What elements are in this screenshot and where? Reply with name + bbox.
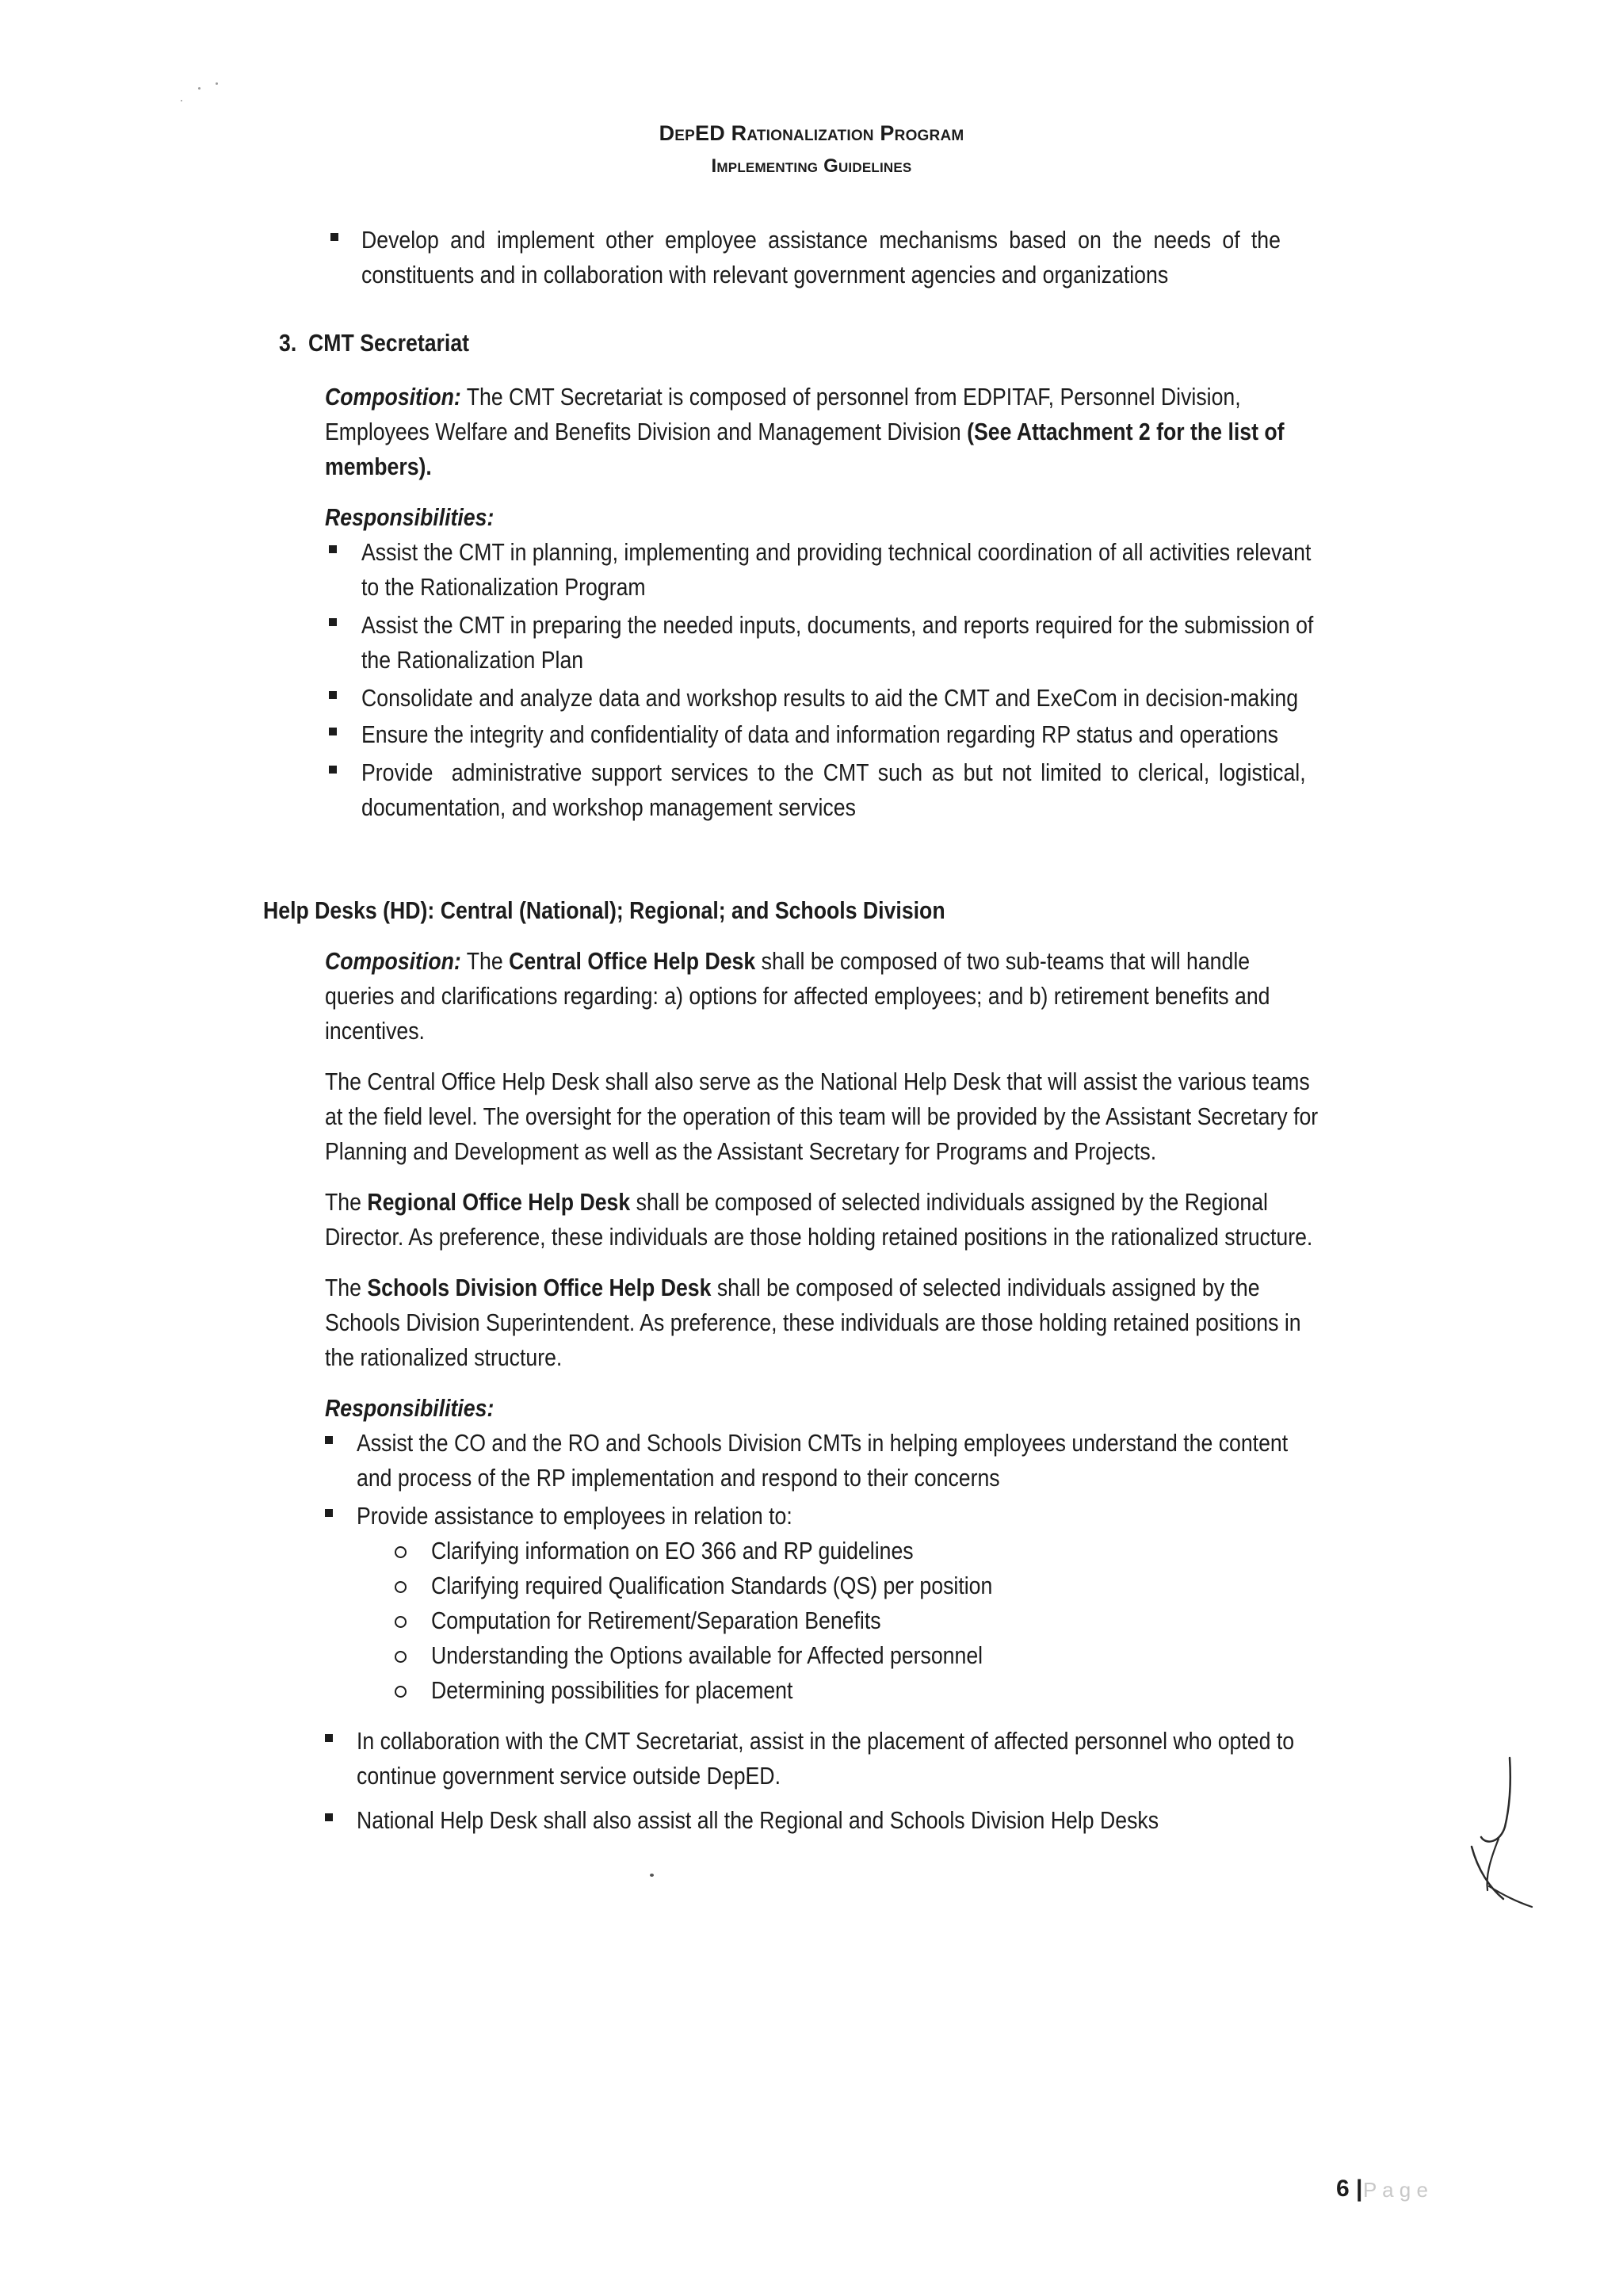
bullet-marker [329,691,337,699]
hd-resp-1-line-1: Assist the CO and the RO and Schools Division CMTs in helping employees understand the content [357,1429,1289,1457]
hd-para2-line-2: at the field level. The oversight for the operation of this team will be provided by the Assistant Secretary for [325,1102,1319,1130]
hd-para4-post: shall be composed of selected individuals assigned by the [711,1274,1260,1301]
hd-para3-line-2: Director. As preference, these individuals are those holding retained positions in the rationalized structure. [325,1223,1313,1251]
hd-para3-line-1 [325,1184,1552,1220]
circle-bullet-marker [395,1686,407,1698]
regional-office-help-desk: Regional Office Help Desk [367,1188,631,1216]
circle-bullet-marker [395,1616,407,1628]
hd-sub-item-1: Clarifying information on EO 366 and RP guidelines [431,1537,914,1564]
bullet-marker [325,1436,333,1444]
cmt-resp-1-line-1: Assist the CMT in planning, implementing and providing technical coordination of all activities relevant [361,538,1312,566]
hd-sub-item-5: Determining possibilities for placement [431,1676,793,1704]
composition-text-2: Employees Welfare and Benefits Division and Management Division [325,418,968,445]
bullet-marker [329,618,337,626]
scan-speck [181,100,182,101]
bullet-marker [329,728,337,735]
hd-resp-4: National Help Desk shall also assist all the Regional and Schools Division Help Desks [357,1806,1159,1834]
header-line-2: Implementing Guidelines [711,155,912,177]
header-title [0,117,1623,149]
hd-para4-line-2: Schools Division Superintendent. As preference, these individuals are those holding retained positions in [325,1308,1301,1336]
header-subtitle [0,149,1623,182]
attachment-reference: (See Attachment 2 for the list of [967,418,1285,445]
cmt-secretariat-heading: 3. CMT Secretariat [279,329,470,357]
scan-speck [216,82,218,85]
scan-speck [650,1874,654,1877]
signature-initials [1454,1752,1549,1910]
cmt-composition-line-2 [325,414,1497,449]
hd-para2-line-3: Planning and Development as well as the Assistant Secretary for Programs and Projects. [325,1137,1157,1165]
hd-sub-item-3: Computation for Retirement/Separation Benefits [431,1606,881,1634]
hd-sub-item-4: Understanding the Options available for Affected personnel [431,1641,983,1669]
hd-composition-line-1 [325,943,1552,979]
cmt-resp-1-line-2: to the Rationalization Program [361,573,646,601]
cmt-resp-2-line-1: Assist the CMT in preparing the needed inputs, documents, and reports required for the submission of [361,611,1314,639]
hd-para4-pre: The [325,1274,368,1301]
circle-bullet-marker [395,1581,407,1593]
bullet-marker [330,233,338,241]
page-label: P a g e [1363,2178,1428,2202]
cmt-resp-3: Consolidate and analyze data and workshop results to aid the CMT and ExeCom in decision-making [361,684,1299,712]
hd-composition-pre: The [460,947,510,975]
attachment-reference-end: members). [325,453,432,480]
cmt-resp-5-line-1: Provide administrative support services to the CMT such as but not limited to clerical, logistical, [361,758,1306,786]
cmt-resp-5-line-2: documentation, and workshop management services [361,793,856,821]
hd-resp-1-line-2: and process of the RP implementation and respond to their concerns [357,1464,1000,1492]
bullet-marker [325,1734,333,1742]
intro-bullet-line-1: Develop and implement other employee assistance mechanisms based on the needs of the [361,226,1281,254]
hd-resp-3-line-1: In collaboration with the CMT Secretariat, assist in the placement of affected personnel who opted to [357,1727,1295,1755]
circle-bullet-marker [395,1651,407,1663]
cmt-responsibilities-label: Responsibilities: [325,503,495,531]
hd-para4-line-1 [325,1270,1552,1305]
hd-para2-line-1: The Central Office Help Desk shall also serve as the National Help Desk that will assist the various teams [325,1068,1310,1095]
hd-para4-line-3: the rationalized structure. [325,1343,563,1371]
hd-composition-post: shall be composed of two sub-teams that will handle [755,947,1251,975]
composition-text: The CMT Secretariat is composed of personnel from EDPITAF, Personnel Division, [460,383,1241,411]
cmt-resp-2-line-2: the Rationalization Plan [361,646,584,674]
bullet-marker [329,545,337,553]
cmt-resp-4: Ensure the integrity and confidentiality of data and information regarding RP status and operations [361,720,1278,748]
hd-composition-line-2: queries and clarifications regarding: a) options for affected employees; and b) retirement benefits and [325,982,1270,1010]
hd-responsibilities-label: Responsibilities: [325,1394,495,1422]
document-header [0,117,1623,182]
hd-composition-line-3: incentives. [325,1017,425,1045]
circle-bullet-marker [395,1546,407,1558]
help-desks-heading: Help Desks (HD): Central (National); Regional; and Schools Division [263,896,945,924]
composition-label: Composition: [325,383,461,411]
page-number: 6 | [1336,2176,1363,2202]
hd-para3-post: shall be composed of selected individuals assigned by the Regional [630,1188,1268,1216]
intro-bullet-line-2: constituents and in collaboration with relevant government agencies and organizations [361,261,1169,288]
bullet-marker [329,766,337,774]
cmt-composition-line-3 [325,449,432,484]
hd-composition-label: Composition: [325,947,461,975]
bullet-marker [325,1509,333,1517]
schools-division-office-help-desk: Schools Division Office Help Desk [367,1274,712,1301]
hd-resp-3-line-2: continue government service outside DepED. [357,1762,781,1790]
cmt-composition-line-1 [325,379,1497,415]
central-office-help-desk: Central Office Help Desk [509,947,756,975]
hd-para3-pre: The [325,1188,368,1216]
hd-sub-item-2: Clarifying required Qualification Standards (QS) per position [431,1572,993,1599]
header-line-1: DepED Rationalization Program [659,121,964,145]
bullet-marker [325,1813,333,1821]
hd-resp-2: Provide assistance to employees in relation to: [357,1502,792,1530]
scan-speck [198,87,200,90]
